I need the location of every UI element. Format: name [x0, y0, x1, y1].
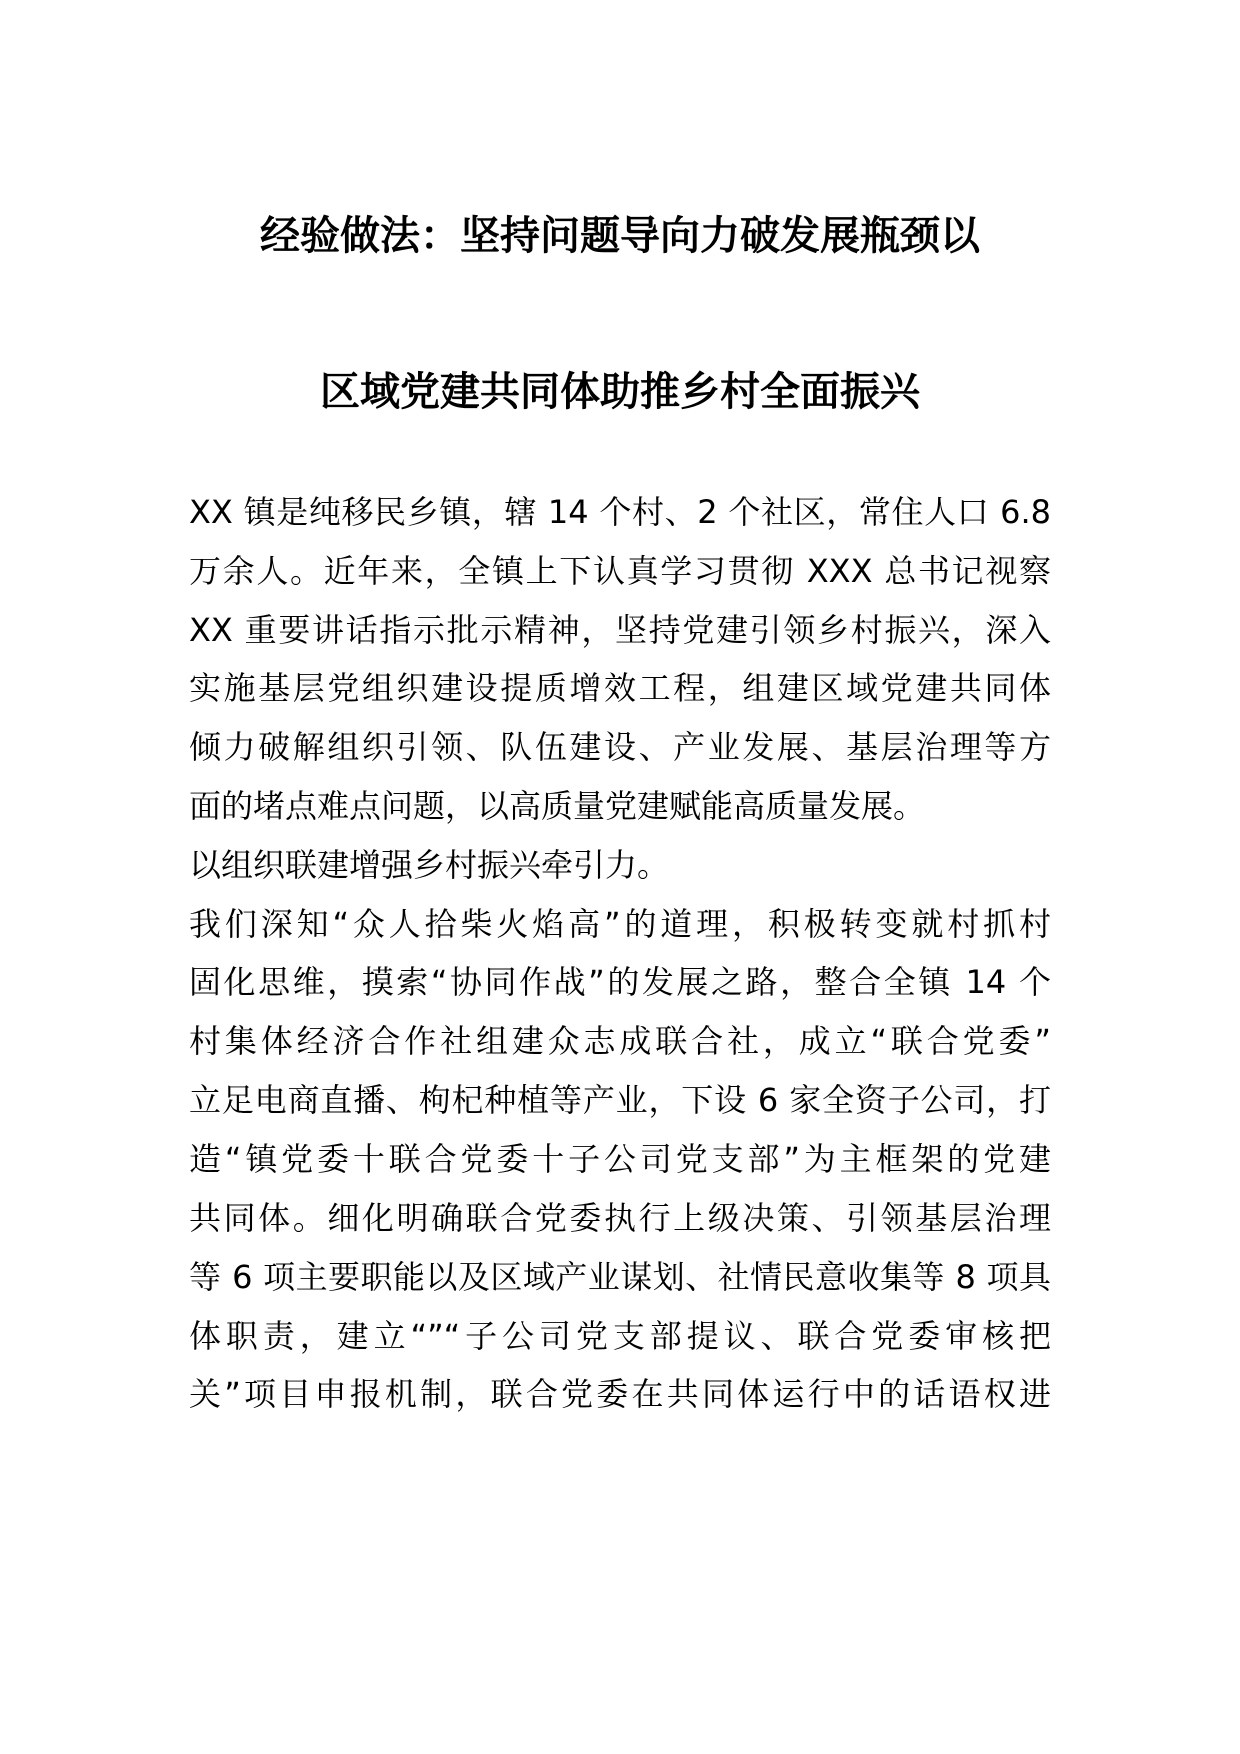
body-line: XX 镇是纯移民乡镇，辖 14 个村、2 个社区，常住人口 6.8	[189, 493, 1051, 531]
body-line: 村集体经济合作社组建众志成联合社，成立“联合党委”	[189, 1022, 1051, 1060]
body-line: 倾力破解组织引领、队伍建设、产业发展、基层治理等方	[189, 728, 1051, 766]
body-line: 共同体。细化明确联合党委执行上级决策、引领基层治理	[189, 1199, 1051, 1237]
document-title-line-1: 经验做法：坚持问题导向力破发展瓶颈以	[260, 213, 980, 259]
section-heading: 以组织联建增强乡村振兴牵引力。	[189, 846, 670, 884]
body-line: 等 6 项主要职能以及区域产业谋划、社情民意收集等 8 项具	[189, 1258, 1051, 1296]
document-title-line-2: 区域党建共同体助推乡村全面振兴	[320, 369, 920, 415]
body-line: 关”项目申报机制，联合党委在共同体运行中的话语权进	[189, 1375, 1051, 1413]
body-line: 造“镇党委十联合党委十子公司党支部”为主框架的党建	[189, 1140, 1051, 1178]
body-line: 面的堵点难点问题，以高质量党建赋能高质量发展。	[189, 787, 926, 825]
body-line: 立足电商直播、枸杞种植等产业，下设 6 家全资子公司，打	[189, 1081, 1051, 1119]
body-line: 固化思维，摸索“协同作战”的发展之路，整合全镇 14 个	[189, 963, 1051, 1001]
body-line: 我们深知“众人拾柴火焰高”的道理，积极转变就村抓村	[189, 905, 1051, 943]
body-line: 实施基层党组织建设提质增效工程，组建区域党建共同体	[189, 669, 1051, 707]
body-line: XX 重要讲话指示批示精神，坚持党建引领乡村振兴，深入	[189, 611, 1051, 649]
body-line: 体职责，建立“”“子公司党支部提议、联合党委审核把	[189, 1317, 1051, 1355]
body-line: 万余人。近年来，全镇上下认真学习贯彻 XXX 总书记视察	[189, 552, 1051, 590]
